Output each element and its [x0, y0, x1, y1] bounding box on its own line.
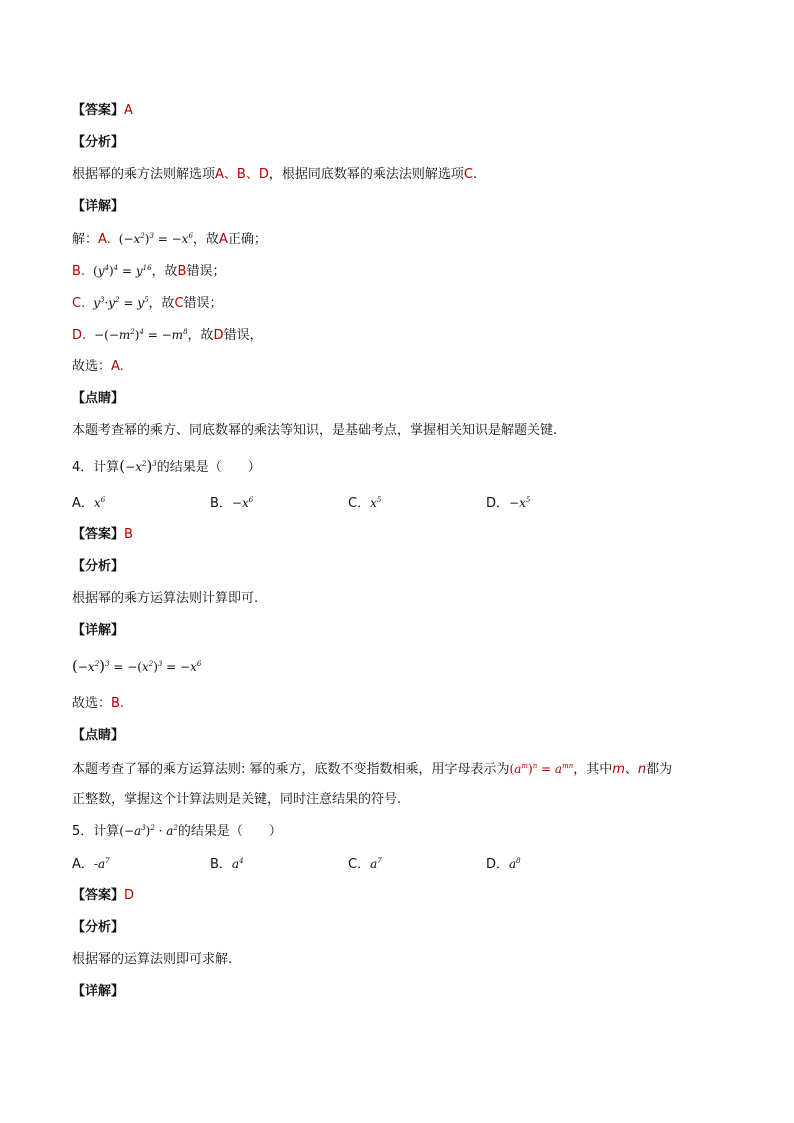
question-5-stem — [72, 822, 282, 841]
answer-value: A — [124, 103, 133, 118]
analysis-heading-q5 — [72, 919, 124, 937]
detail-prefix: 解： — [72, 232, 99, 247]
answer-tag: 【答案】 — [72, 527, 125, 542]
detail-text: 错误， — [223, 328, 263, 343]
formula: $(-a^3)^2 \cdot a^2$ — [119, 824, 178, 838]
answer-tag: 【答案】 — [72, 103, 125, 118]
detail-text: ，故 — [187, 328, 214, 343]
analysis-text: . — [472, 167, 478, 182]
analysis-tag: 【分析】 — [72, 135, 125, 150]
comment-text-q3 — [72, 422, 557, 440]
comment-text: 、 — [624, 762, 638, 777]
variable-n: n — [637, 762, 647, 777]
detail-tag: 【详解】 — [72, 984, 125, 999]
answer-value: D — [124, 888, 135, 903]
analysis-option: C — [463, 167, 473, 182]
option-formula: $-x^6$ — [231, 496, 254, 510]
detail-text: ，故 — [151, 264, 178, 279]
option-label: B. — [72, 264, 86, 279]
detail-line-b — [72, 262, 225, 281]
detail-text: 错误； — [186, 264, 226, 279]
formula: $-(-m^2)^4 = -m^8$ — [90, 328, 188, 342]
answer-tag: 【答案】 — [72, 888, 125, 903]
option-d — [486, 855, 521, 874]
formula: $(-x^2)^3 = -(x^2)^3 = -x^6$ — [72, 657, 202, 675]
option-a — [72, 494, 105, 513]
detail-line-a — [72, 230, 267, 249]
option-c — [348, 494, 381, 513]
option-label: A． — [72, 496, 94, 511]
choose-line-q3 — [72, 358, 124, 376]
detail-heading-q3 — [72, 198, 124, 216]
option-a — [72, 855, 110, 874]
option-formula: $a^8$ — [509, 857, 521, 871]
detail-text: 正确； — [227, 232, 267, 247]
analysis-options: A、B、D — [215, 167, 269, 182]
option-label: B． — [210, 496, 232, 511]
comment-text: 正整数，掌握这个计算法则是关键，同时注意结果的符号. — [72, 792, 402, 807]
option-letter: B — [177, 264, 187, 279]
analysis-text-q3 — [72, 166, 477, 184]
option-b — [210, 494, 253, 513]
option-label: D． — [486, 857, 510, 872]
comment-heading-q4 — [72, 727, 124, 745]
answer-line-q5 — [72, 887, 134, 905]
question-text: 的结果是（ ） — [177, 824, 282, 839]
choose-label: 故选： — [72, 696, 112, 711]
detail-tag: 【详解】 — [72, 623, 125, 638]
choose-value: B. — [111, 696, 125, 711]
formula: $(-x^2)^3$ — [119, 457, 157, 475]
choose-line-q4 — [72, 695, 124, 713]
detail-heading-q5 — [72, 983, 124, 1001]
option-formula: $x^6$ — [93, 496, 106, 510]
analysis-text-q4 — [72, 590, 258, 608]
option-label: A. — [98, 232, 111, 247]
question-4-stem — [72, 457, 261, 477]
choose-value: A. — [111, 359, 124, 374]
analysis-tag: 【分析】 — [72, 920, 125, 935]
option-label: C． — [348, 496, 371, 511]
detail-line-c — [72, 294, 223, 313]
detail-tag: 【详解】 — [72, 199, 125, 214]
analysis-text: 根据幂的乘方运算法则计算即可. — [72, 591, 259, 606]
question-text: 的结果是（ ） — [156, 460, 261, 475]
option-c — [348, 855, 382, 874]
comment-heading-q3 — [72, 390, 124, 408]
detail-heading-q4 — [72, 622, 124, 640]
question-number: 5．计算 — [72, 824, 120, 839]
option-letter: A — [218, 232, 228, 247]
answer-value: B — [124, 527, 133, 542]
comment-text: ，其中 — [573, 762, 613, 777]
analysis-text-q5 — [72, 951, 232, 969]
option-d — [486, 494, 530, 513]
comment-text-q4-line2 — [72, 791, 401, 809]
analysis-heading-q3 — [72, 134, 124, 152]
comment-text-q4-line1 — [72, 760, 672, 779]
detail-text: ，故 — [148, 296, 175, 311]
choose-label: 故选： — [72, 359, 112, 374]
variable-m: m — [612, 762, 625, 777]
comment-text: 本题考查了幂的乘方运算法则: 幂的乘方，底数不变指数相乘，用字母表示为 — [72, 762, 510, 777]
formula: $(a^m)^n = a^{mn}$ — [509, 762, 574, 776]
question-number: 4．计算 — [72, 460, 120, 475]
option-formula: $-a^7$ — [93, 857, 110, 871]
option-label: A． — [72, 857, 94, 872]
option-label: D． — [486, 496, 510, 511]
analysis-text: 根据幂的运算法则即可求解. — [72, 952, 233, 967]
option-b — [210, 855, 244, 874]
answer-line-q3 — [72, 102, 133, 120]
option-label: B． — [210, 857, 232, 872]
option-formula: $x^5$ — [370, 496, 382, 510]
analysis-text: 根据幂的乘方法则解选项 — [72, 167, 216, 182]
analysis-text: ，根据同底数幂的乘法法则解选项 — [268, 167, 464, 182]
option-label: C． — [348, 857, 371, 872]
formula: $(-x^2)^3 = -x^6$ — [118, 232, 193, 246]
analysis-heading-q4 — [72, 558, 124, 576]
option-label: C. — [72, 296, 86, 311]
comment-text: 都为 — [646, 762, 673, 777]
formula: $y^3\cdot y^2 = y^5$ — [89, 296, 149, 310]
option-formula: $a^4$ — [231, 857, 244, 871]
detail-text: 错误； — [183, 296, 223, 311]
detail-formula-q4 — [72, 657, 201, 677]
detail-line-d — [72, 326, 263, 345]
comment-tag: 【点睛】 — [72, 391, 125, 406]
comment-tag: 【点睛】 — [72, 728, 125, 743]
comment-text: 本题考查幂的乘方、同底数幂的乘法等知识，是基础考点，掌握相关知识是解题关键. — [72, 423, 558, 438]
option-letter: C — [174, 296, 184, 311]
option-label: D. — [72, 328, 87, 343]
option-formula: $-x^5$ — [509, 496, 531, 510]
detail-text: ，故 — [192, 232, 219, 247]
formula: $(y^4)^4 = y^{16}$ — [93, 264, 152, 278]
option-letter: D — [213, 328, 224, 343]
answer-line-q4 — [72, 526, 133, 544]
option-formula: $a^7$ — [370, 857, 382, 871]
analysis-tag: 【分析】 — [72, 559, 125, 574]
